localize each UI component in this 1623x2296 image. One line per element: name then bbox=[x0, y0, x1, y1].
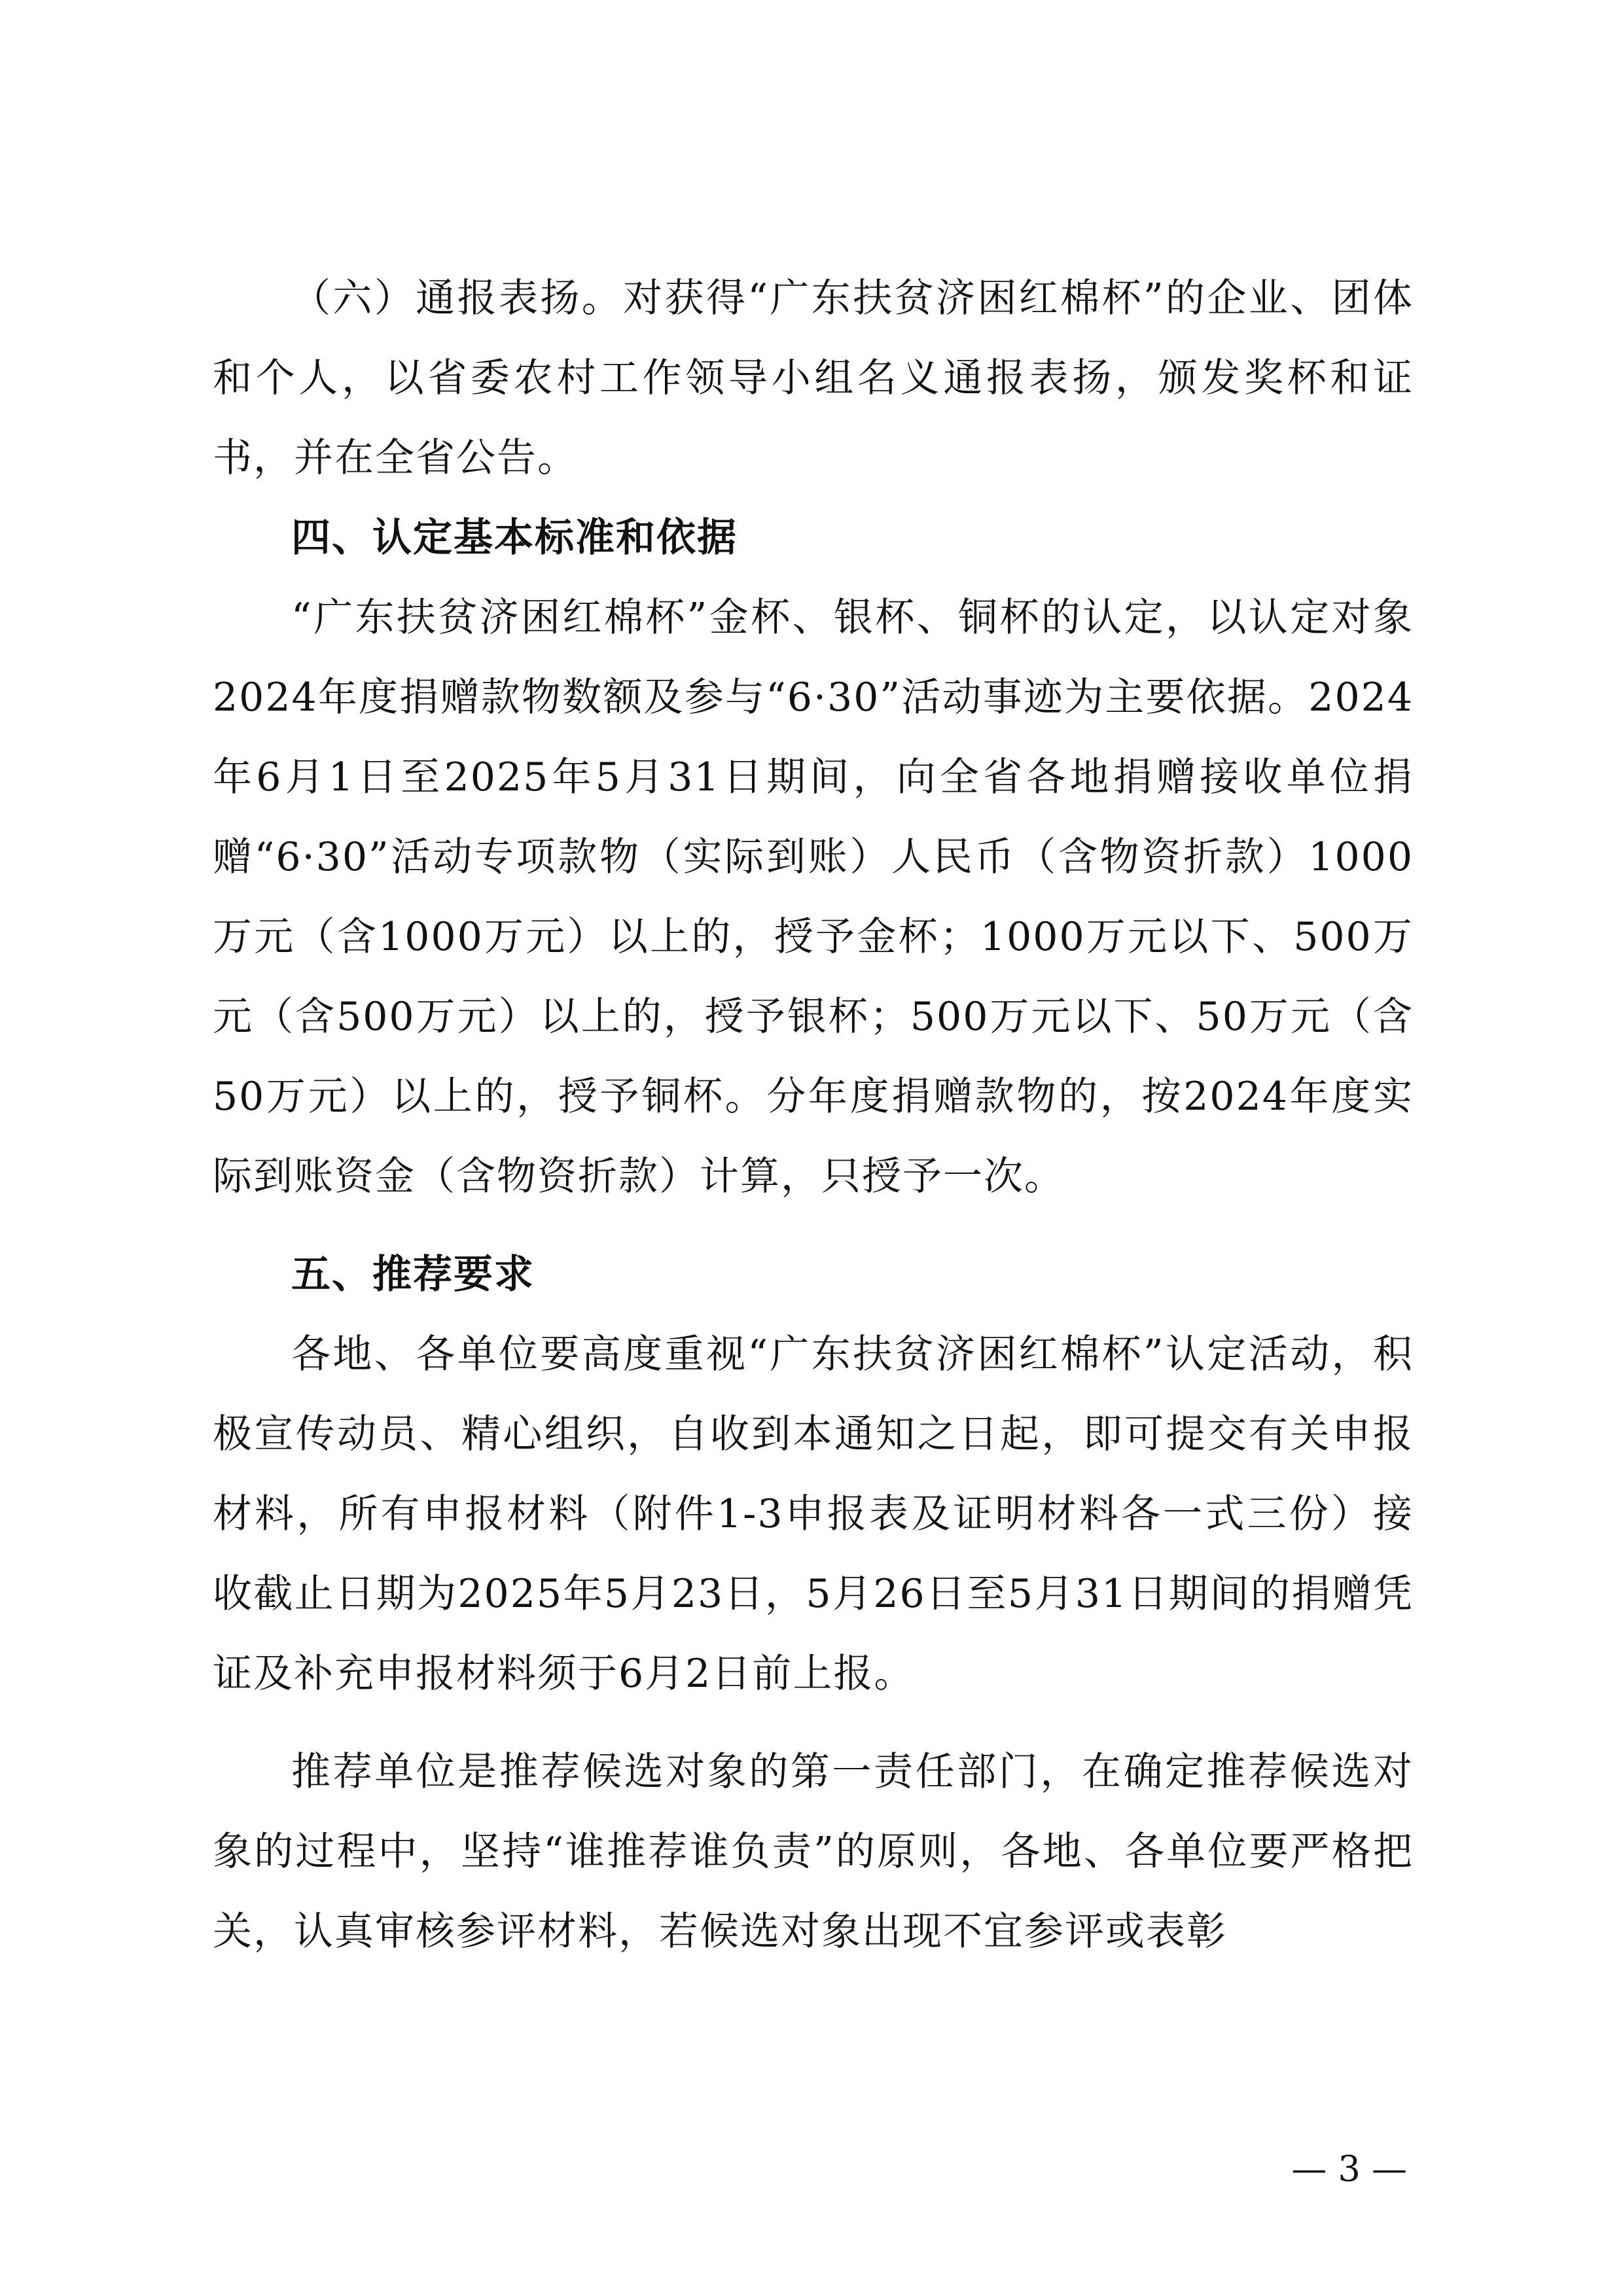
paragraph-requirements: 各地、各单位要高度重视“广东扶贫济困红棉杯”认定活动，积极宣传动员、精心组织，自收到本通知之日起，即可提交有关申报材料，所有申报材料（附件1-3申报表及证明材料各一式三份）接收截止日期为2025年5月23日，5月26日至5月31日期间的捐赠凭证及补充申报材料须于6月2日前上报。 bbox=[213, 1332, 1414, 1697]
section-heading-requirements: 五、推荐要求 bbox=[291, 1252, 535, 1298]
section-heading-criteria: 四、认定基本标准和依据 bbox=[291, 515, 738, 561]
spacer bbox=[213, 1216, 1414, 1235]
paragraph-commendation: （六）通报表扬。对获得“广东扶贫济困红棉杯”的企业、团体和个人，以省委农村工作领导小组名义通报表扬，颁发奖杯和证书，并在全省公告。 bbox=[213, 275, 1414, 481]
page-number: — 3 — bbox=[1291, 2148, 1407, 2189]
paragraph-responsibility: 推荐单位是推荐候选对象的第一责任部门，在确定推荐候选对象的过程中，坚持“谁推荐谁负责”的原则，各地、各单位要严格把关，认真审核参评材料，若候选对象出现不宜参评或表彰 bbox=[213, 1749, 1414, 1954]
spacer bbox=[213, 1714, 1414, 1732]
paragraph-criteria: “广东扶贫济困红棉杯”金杯、银杯、铜杯的认定，以认定对象2024年度捐赠款物数额及参与“6·30”活动事迹为主要依据。2024年6月1日至2025年5月31日期间，向全省各地捐赠接收单位捐赠“6·30”活动专项款物（实际到账）人民币（含物资折款）1000万元（含1000万元）以上的，授予金杯；1000万元以下、500万元（含500万元）以上的，授予银杯；500万元以下、50万元（含50万元）以上的，授予铜杯。分年度捐赠款物的，按2024年度实际到账资金（含物资折款）计算，只授予一次。 bbox=[213, 595, 1414, 1199]
document-body bbox=[213, 258, 1414, 1971]
